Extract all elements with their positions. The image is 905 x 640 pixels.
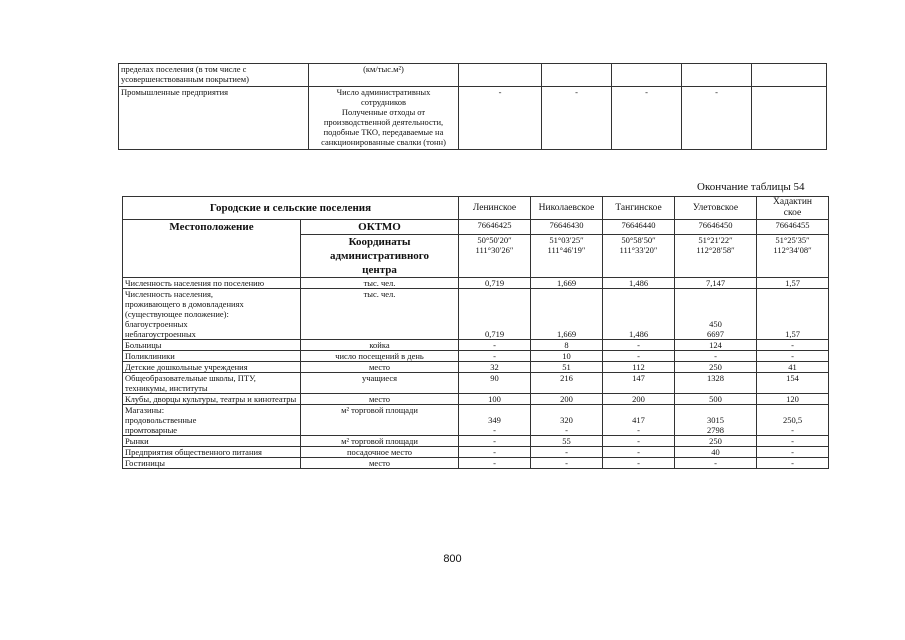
oktmo-code: 76646430 [531,220,603,235]
cell [459,64,542,87]
oktmo-code: 76646440 [603,220,675,235]
row-name: Поликлиники [123,351,301,362]
oktmo-label: ОКТМО [301,220,459,235]
row-value: 417 - [603,405,675,436]
row-value: - [459,436,531,447]
table-row [123,278,829,289]
coord-value: 51°21′22″ 112°28′58″ [675,235,757,278]
row-value: 1,669 [531,278,603,289]
cell: - [612,87,682,150]
row-name: Рынки [123,436,301,447]
settlement-name: Николаевское [531,197,603,220]
row-value: 450 6697 [675,289,757,340]
row-value: 0,719 [459,289,531,340]
row-unit: посадочное место [301,447,459,458]
row-name: пределах поселения (в том числе с усовершенствованным покрытием) [119,64,309,87]
row-name: Промышленные предприятия [119,87,309,150]
row-value: - [757,447,829,458]
oktmo-code: 76646425 [459,220,531,235]
row-value: 112 [603,362,675,373]
cell [752,87,827,150]
table-row [119,87,827,150]
row-name: Клубы, дворцы культуры, театры и кинотеатры [123,394,301,405]
row-value: 120 [757,394,829,405]
row-value: 200 [531,394,603,405]
table-row [123,447,829,458]
table-row [123,362,829,373]
row-value: 8 [531,340,603,351]
table-caption: Окончание таблицы 54 [697,181,805,193]
cell [752,64,827,87]
row-value: - [757,340,829,351]
row-value: - [603,436,675,447]
row-unit: тыс. чел. [301,278,459,289]
cell [542,64,612,87]
row-value: 349 - [459,405,531,436]
settlement-name: Улетовское [675,197,757,220]
row-value: - [459,340,531,351]
row-value: 1328 [675,373,757,394]
row-value: 250 [675,362,757,373]
location-label: Местоположение [123,220,301,278]
top-table-fragment [118,63,827,150]
row-value: - [757,351,829,362]
row-value: 40 [675,447,757,458]
row-value: 51 [531,362,603,373]
row-value: 1,486 [603,289,675,340]
table-row [123,394,829,405]
oktmo-code: 76646450 [675,220,757,235]
table-row [119,64,827,87]
row-value: 1,486 [603,278,675,289]
coord-label: Координаты административного центра [301,235,459,278]
row-name: Детские дошкольные учреждения [123,362,301,373]
row-value: - [757,436,829,447]
row-value: - [757,458,829,469]
coord-value: 51°25′35″ 112°34′08″ [757,235,829,278]
row-value: 7,147 [675,278,757,289]
row-value: 500 [675,394,757,405]
settlement-name: Ленинское [459,197,531,220]
cell [682,64,752,87]
row-value: 10 [531,351,603,362]
row-value: - [603,340,675,351]
row-value: - [675,458,757,469]
row-value: 250 [675,436,757,447]
settlement-name: Тангинское [603,197,675,220]
row-unit: место [301,458,459,469]
main-table [122,196,829,469]
table-row [123,351,829,362]
coord-value: 50°58′50″ 111°33′20″ [603,235,675,278]
table-row [123,436,829,447]
row-unit: место [301,362,459,373]
row-name: Предприятия общественного питания [123,447,301,458]
row-value: 0,719 [459,278,531,289]
row-name: Численность населения, проживающего в домовладениях (существующее положение): благоустроенных неблагоустроенных [123,289,301,340]
row-value: 32 [459,362,531,373]
row-value: - [531,447,603,458]
row-unit: м² торговой площади [301,405,459,436]
row-value: - [603,447,675,458]
row-value: 90 [459,373,531,394]
cell: - [542,87,612,150]
row-name: Магазины: продовольственные промтоварные [123,405,301,436]
row-value: 124 [675,340,757,351]
settlements-label: Городские и сельские поселения [123,197,459,220]
row-value: - [459,447,531,458]
cell: - [459,87,542,150]
coord-value: 50°50′20″ 111°30′26″ [459,235,531,278]
coord-value: 51°03′25″ 111°46′19″ [531,235,603,278]
row-value: 41 [757,362,829,373]
row-value: 154 [757,373,829,394]
row-value: 216 [531,373,603,394]
row-unit: (км/тыс.м²) [309,64,459,87]
row-value: 3015 2798 [675,405,757,436]
row-name: Общеобразовательные школы, ПТУ, техникумы, институты [123,373,301,394]
row-name: Численность населения по поселению [123,278,301,289]
row-value: 200 [603,394,675,405]
row-value: 55 [531,436,603,447]
row-value: - [531,458,603,469]
row-value: - [603,458,675,469]
row-unit: койка [301,340,459,351]
row-value: 100 [459,394,531,405]
table-row [123,405,829,436]
row-unit: тыс. чел. [301,289,459,340]
cell: - [682,87,752,150]
row-value: - [603,351,675,362]
row-value: - [459,458,531,469]
cell [612,64,682,87]
row-name: Гостиницы [123,458,301,469]
table-row [123,373,829,394]
row-value: 320 - [531,405,603,436]
row-unit: учащиеся [301,373,459,394]
row-name: Больницы [123,340,301,351]
row-value: 1,57 [757,289,829,340]
row-value: 1,669 [531,289,603,340]
row-value: - [459,351,531,362]
oktmo-code: 76646455 [757,220,829,235]
row-unit: место [301,394,459,405]
table-row [123,289,829,340]
row-unit: м² торговой площади [301,436,459,447]
header-row-oktmo [123,220,829,235]
row-value: - [675,351,757,362]
main-table-body [123,278,829,469]
page-number: 800 [443,553,462,565]
row-value: 250,5 - [757,405,829,436]
row-value: 147 [603,373,675,394]
table-row [123,458,829,469]
settlement-name: Хадактин ское [757,197,829,220]
row-value: 1,57 [757,278,829,289]
header-row-settlements [123,197,829,220]
row-unit: Число административных сотрудников Полученные отходы от производственной деятельности, подобные ТКО, передаваемые на санкционированные свалки (тонн) [309,87,459,150]
table-row [123,340,829,351]
row-unit: число посещений в день [301,351,459,362]
